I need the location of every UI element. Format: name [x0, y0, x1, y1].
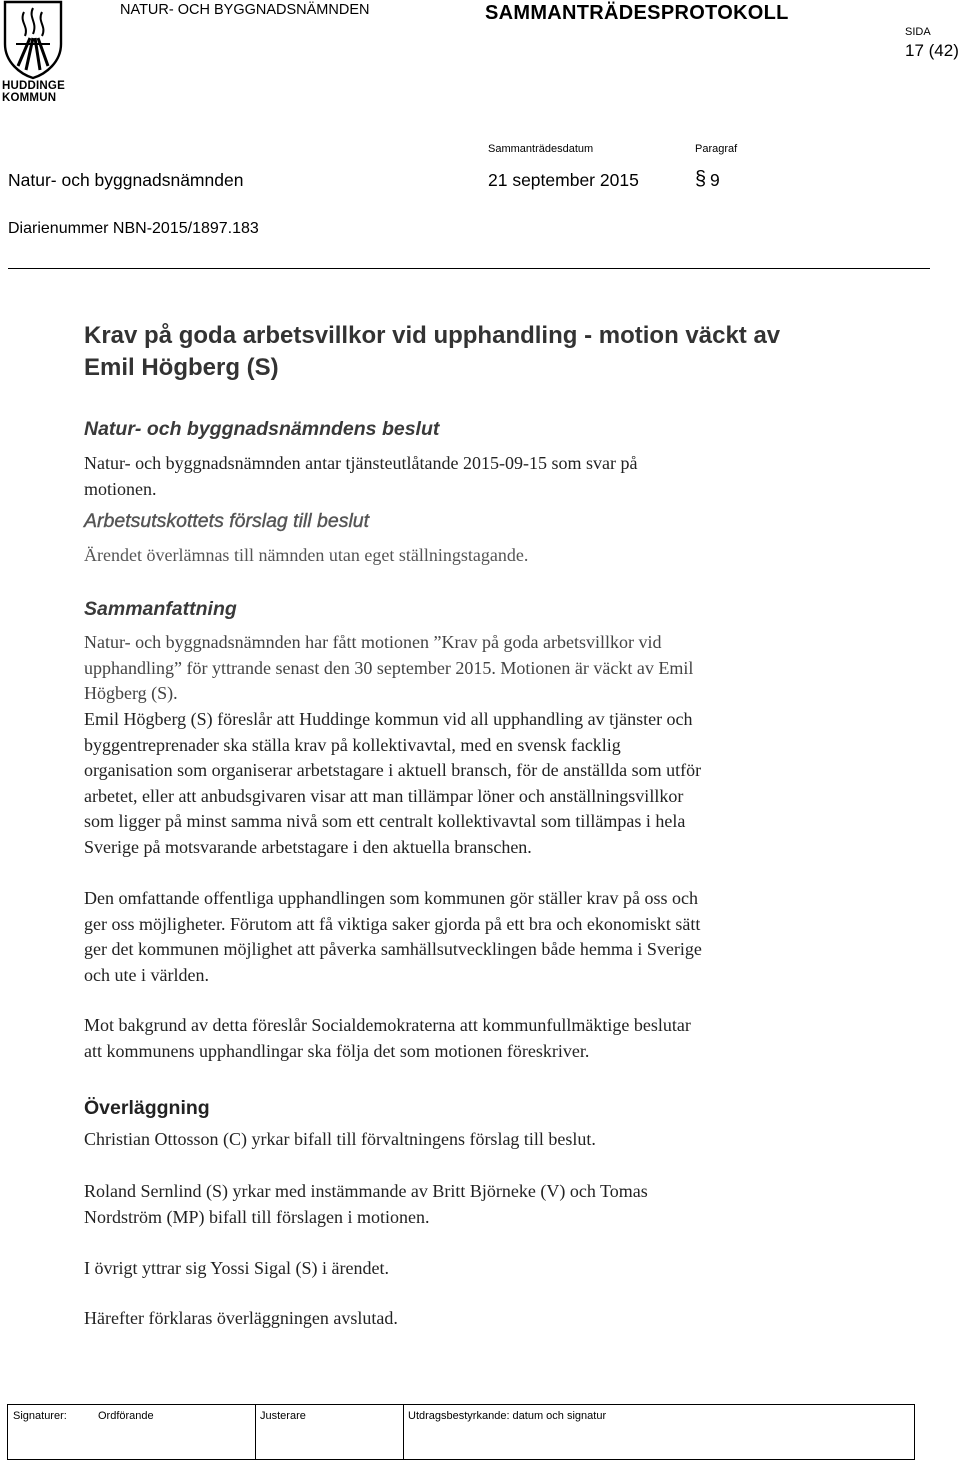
chair-signature-label: Ordförande — [98, 1410, 154, 1422]
proposal-text: Ärendet överlämnas till nämnden utan eget ställningstagande. — [84, 545, 529, 565]
meeting-date: 21 september 2015 — [488, 170, 639, 190]
date-label: Sammanträdesdatum — [488, 143, 594, 155]
diarienummer: Diarienummer NBN-2015/1897.183 — [8, 220, 259, 237]
extract-certification-label: Utdragsbestyrkande: datum och signatur — [408, 1410, 607, 1422]
heading-decision: Natur- och byggnadsnämndens beslut — [84, 418, 440, 440]
logo-text: HUDDINGE KOMMUN — [2, 80, 65, 104]
checkers-signature-label: Justerare — [260, 1410, 306, 1422]
org-name: NATUR- OCH BYGGNADSNÄMNDEN — [120, 2, 370, 18]
header-divider — [8, 268, 930, 269]
huddinge-logo — [2, 0, 64, 106]
document-type: SAMMANTRÄDESPROTOKOLL — [485, 2, 789, 24]
summary-paragraph-2: Emil Högberg (S) föreslår att Huddinge kommun vid all upphandling av tjänster och byggentreprenader ska ställa krav på kollektivavtal, med en svensk facklig organisation som organiserar arbetstagare i aktuell bransch, för de anställda som utför arbetet, eller att anbudsgivaren visar att man tillämpar löner och anställningsvillkor som ligger på minst samma nivå som ett centralt kollektivavtal som tillämpas i hela Sverige på motsvarande arbetstagare i den aktuella branschen. — [84, 709, 702, 857]
page-number: 17 (42) — [905, 41, 959, 60]
heading-deliberation: Överläggning — [84, 1097, 210, 1119]
summary-paragraph-4: Mot bakgrund av detta föreslår Socialdemokraterna att kommunfullmäktige beslutar att kommunens upphandlingar ska följa det som motionen föreskriver. — [84, 1015, 691, 1061]
signature-divider — [255, 1404, 256, 1460]
heading-summary: Sammanfattning — [84, 598, 237, 620]
page-label: SIDA — [905, 26, 931, 38]
summary-paragraph-3: Den omfattande offentliga upphandlingen som kommunen gör ställer krav på oss och ger oss möjligheter. Förutom att få viktiga saker gjorda på ett bra och ekonomiskt sätt ger det kommunen möjlighet att påverka samhällsutvecklingen både hemma i Sverige och ute i världen. — [84, 888, 702, 985]
paragraph-label: Paragraf — [695, 143, 738, 155]
signatures-label: Signaturer: — [13, 1410, 67, 1422]
deliberation-paragraph-3: I övrigt yttrar sig Yossi Sigal (S) i ärendet. — [84, 1258, 389, 1278]
committee-name: Natur- och byggnadsnämnden — [8, 170, 244, 190]
page-title: Krav på goda arbetsvillkor vid upphandling - motion väckt av Emil Högberg (S) — [84, 322, 781, 381]
decision-text: Natur- och byggnadsnämnden antar tjänsteutlåtande 2015-09-15 som svar på motionen. — [84, 453, 638, 499]
deliberation-paragraph-4: Härefter förklaras överläggningen avslutad. — [84, 1308, 398, 1328]
coat-of-arms-icon — [2, 0, 64, 80]
summary-paragraph-1: Natur- och byggnadsnämnden har fått motionen ”Krav på goda arbetsvillkor vid upphandling” för yttrande senast den 30 september 2015. Motionen är väckt av Emil Högberg (S). — [84, 632, 694, 704]
heading-proposal: Arbetsutskottets förslag till beslut — [84, 510, 370, 532]
paragraph-number: 9 — [710, 170, 720, 190]
deliberation-paragraph-1: Christian Ottosson (C) yrkar bifall till förvaltningens förslag till beslut. — [84, 1129, 596, 1149]
paragraph-symbol: § — [695, 168, 707, 190]
signature-divider — [403, 1404, 404, 1460]
deliberation-paragraph-2: Roland Sernlind (S) yrkar med instämmande av Britt Björneke (V) och Tomas Nordström (MP) bifall till förslagen i motionen. — [84, 1181, 648, 1227]
